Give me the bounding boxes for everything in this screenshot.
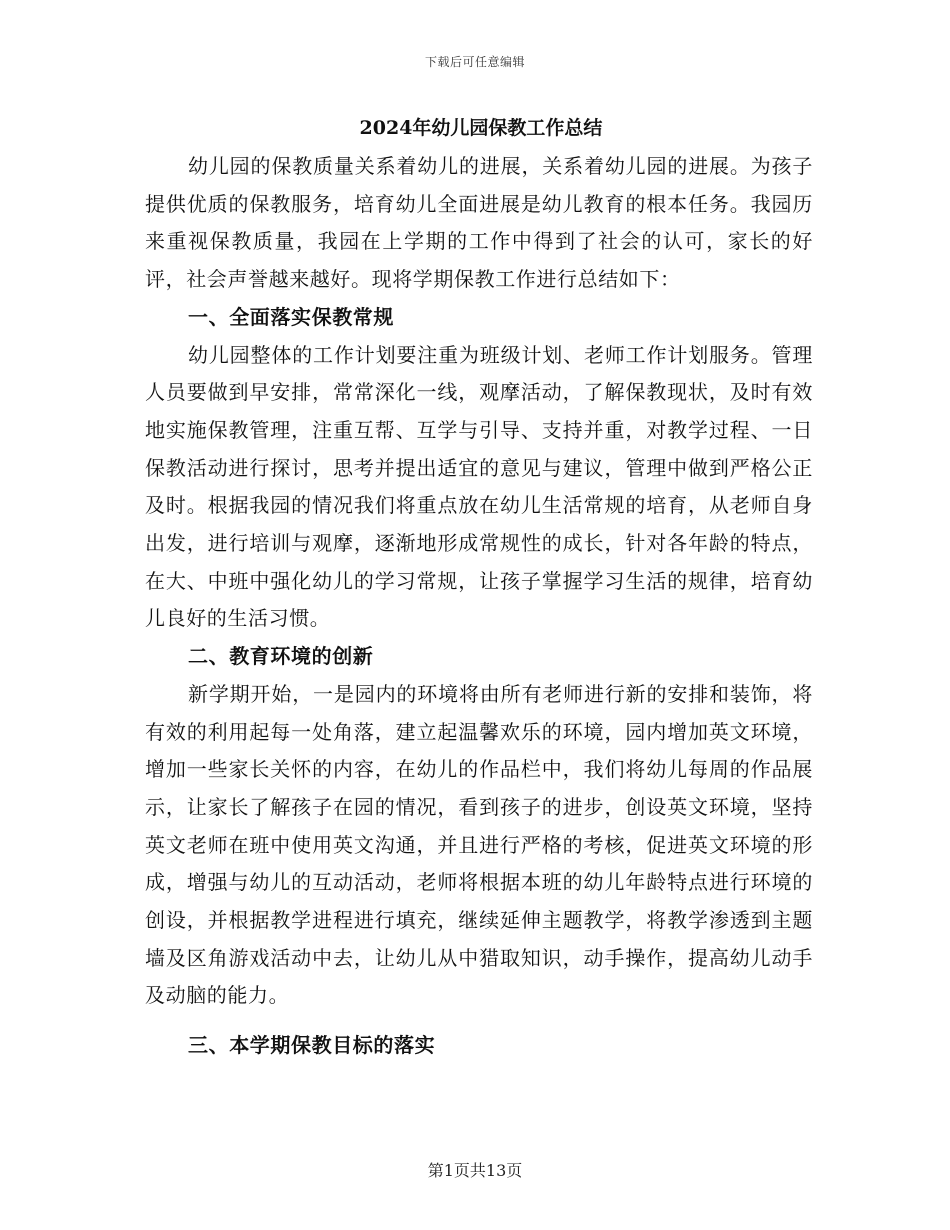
intro-paragraph: 幼儿园的保教质量关系着幼儿的进展，关系着幼儿园的进展。为孩子提供优质的保教服务，培育幼儿全面进展是幼儿教育的根本任务。我园历来重视保教质量，我园在上学期的工作中得到了社会的认可，家长的好评，社会声誉越来越好。现将学期保教工作进行总结如下： — [145, 154, 813, 292]
section-body-2: 新学期开始，一是园内的环境将由所有老师进行新的安排和装饰，将有效的利用起每一处角落，建立起温馨欢乐的环境，园内增加英文环境，增加一些家长关怀的内容，在幼儿的作品栏中，我们将幼儿每周的作品展示，让家长了解孩子在园的情况，看到孩子的进步，创设英文环境，坚持英文老师在班中使用英文沟通，并且进行严格的考核，促进英文环境的形成，增强与幼儿的互动活动，老师将根据本班的幼儿年龄特点进行环境的创设，并根据教学进程进行填充，继续延伸主题教学，将教学渗透到主题墙及区角游戏活动中去，让幼儿从中猎取知识，动手操作，提高幼儿动手及动脑的能力。 — [145, 681, 813, 1008]
section-heading-3: 三、本学期保教目标的落实 — [188, 1033, 436, 1058]
page-number: 第1页共13页 — [427, 1161, 523, 1180]
section-body-1: 幼儿园整体的工作计划要注重为班级计划、老师工作计划服务。管理人员要做到早安排，常常深化一线，观摩活动，了解保教现状，及时有效地实施保教管理，注重互帮、互学与引导、支持并重，对教学过程、一日保教活动进行探讨，思考并提出适宜的意见与建议，管理中做到严格公正及时。根据我园的情况我们将重点放在幼儿生活常规的培育，从老师自身出发，进行培训与观摩，逐渐地形成常规性的成长，针对各年龄的特点，在大、中班中强化幼儿的学习常规，让孩子掌握学习生活的规律，培育幼儿良好的生活习惯。 — [145, 342, 813, 631]
document-title: 2024年幼儿园保教工作总结 — [359, 117, 603, 139]
document-body — [145, 108, 813, 1065]
header-note: 下载后可任意编辑 — [424, 55, 525, 69]
section-heading-2: 二、教育环境的创新 — [188, 644, 374, 669]
section-heading-1: 一、全面落实保教常规 — [188, 304, 394, 329]
